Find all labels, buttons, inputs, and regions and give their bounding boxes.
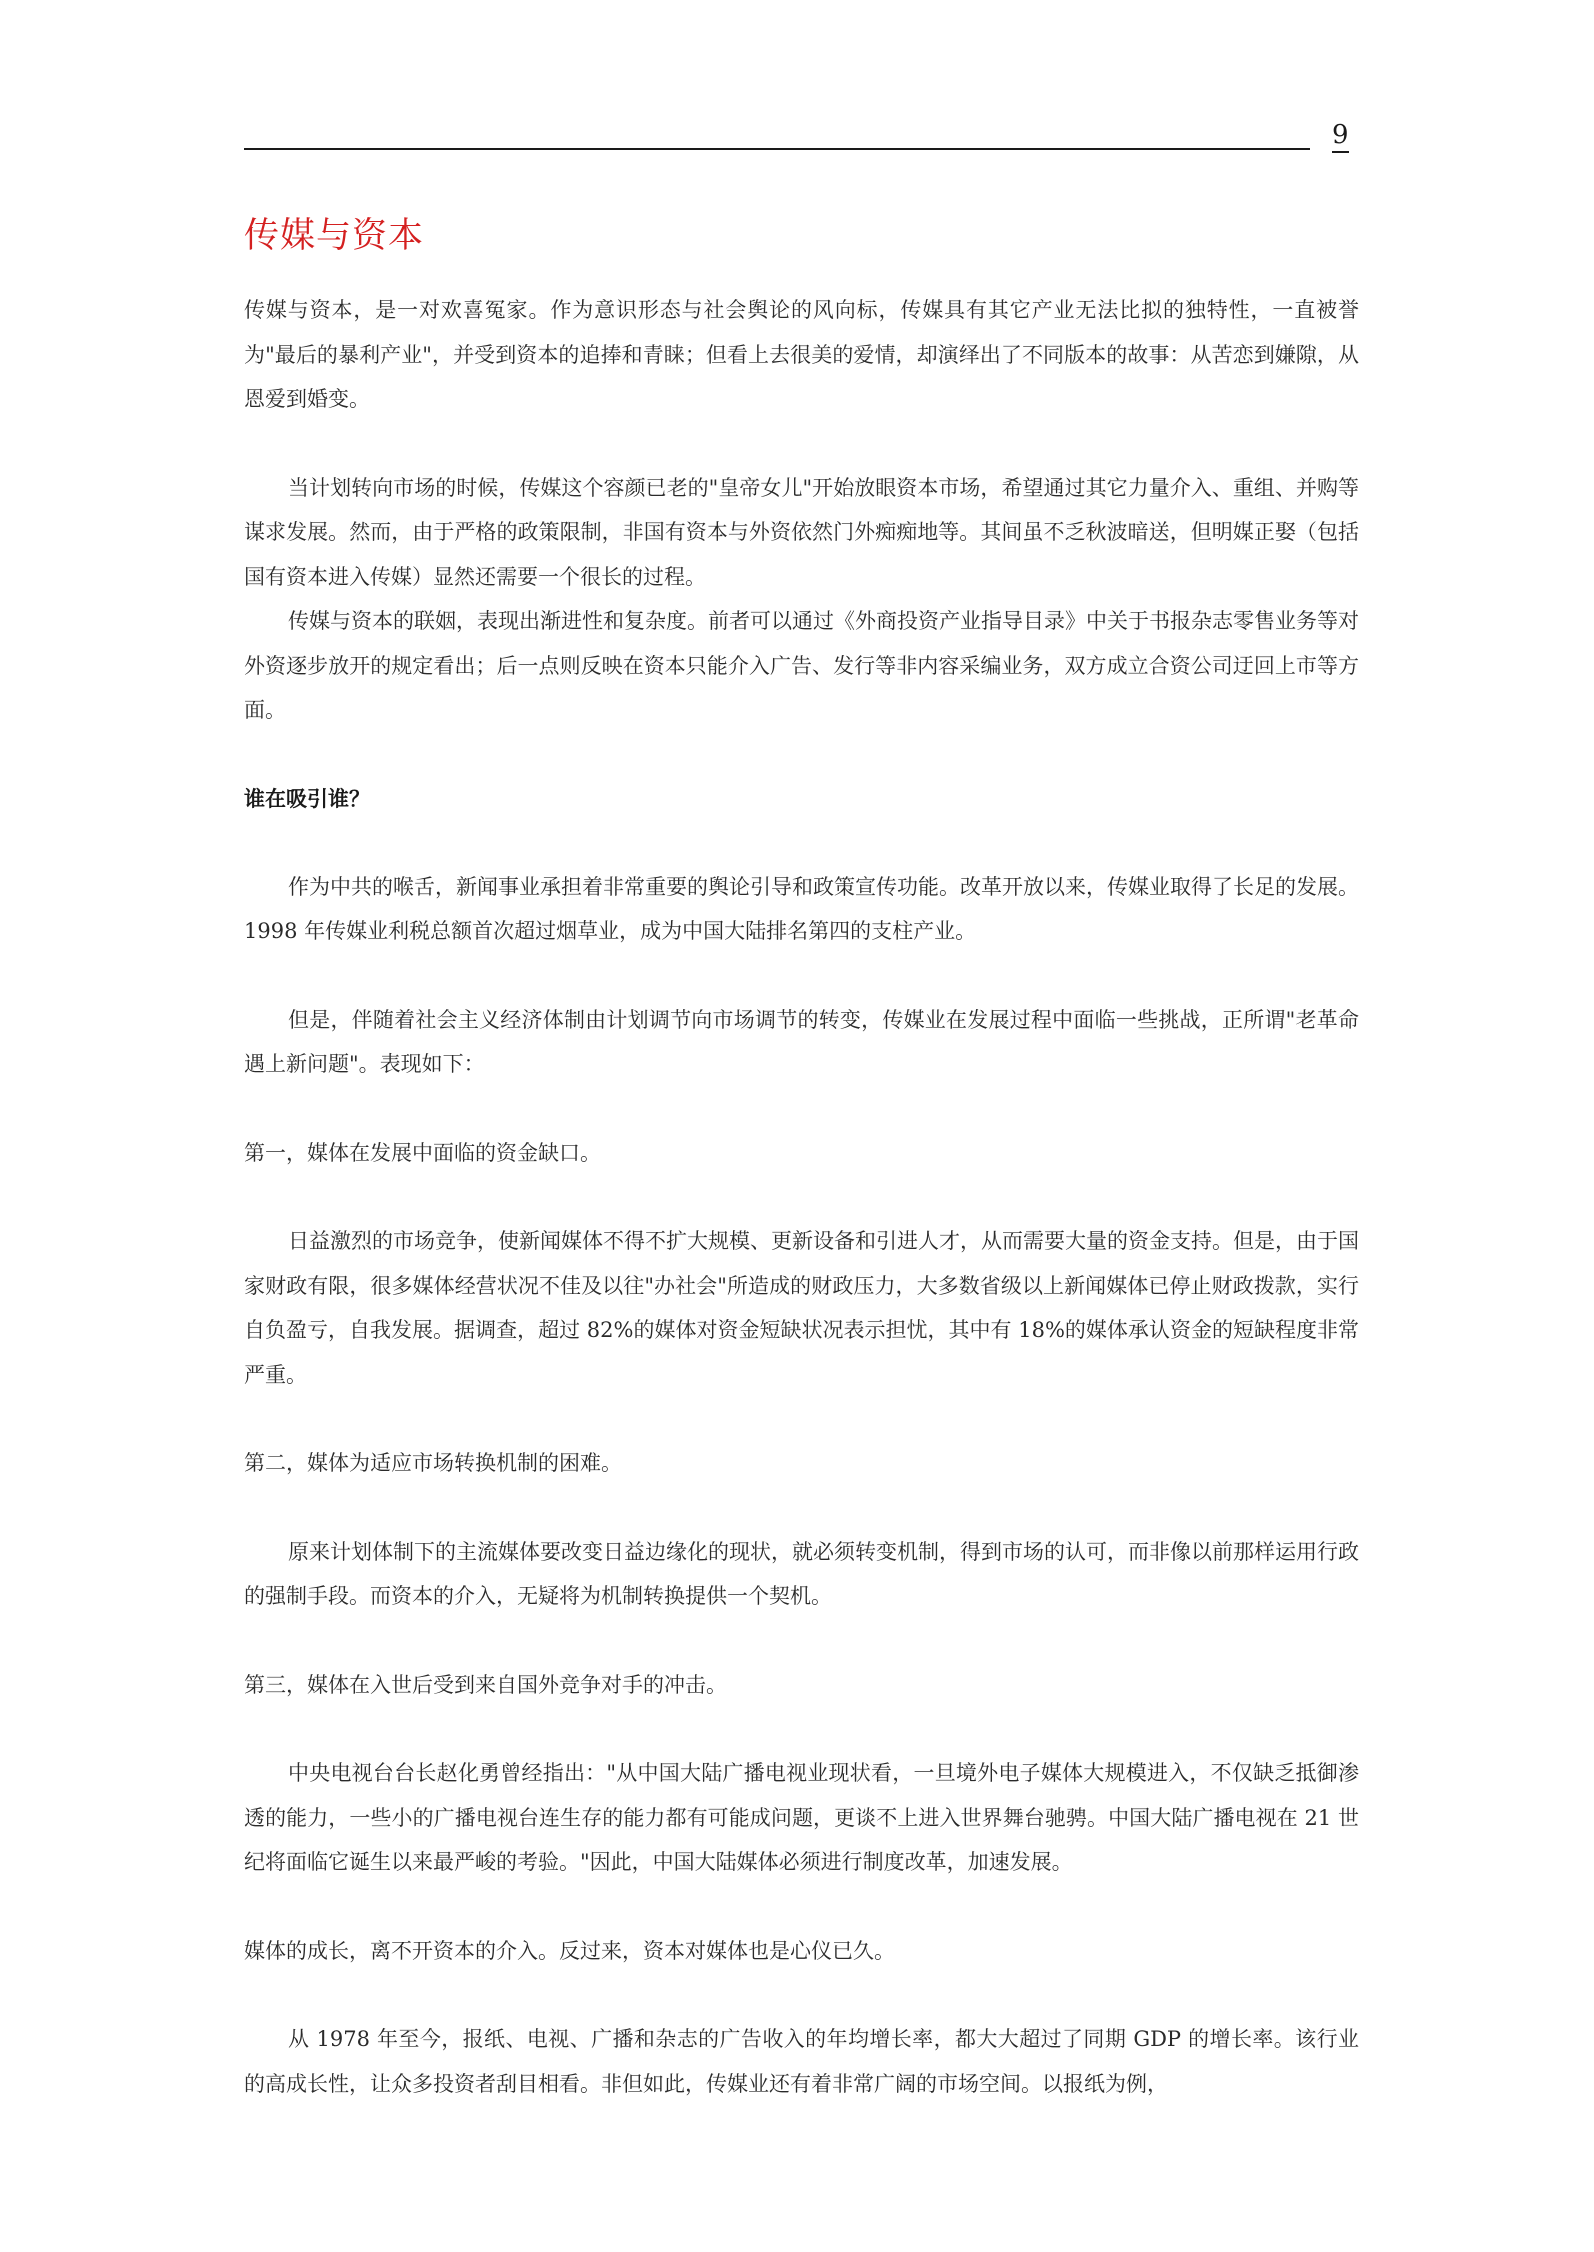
article-body (244, 210, 1359, 2106)
paragraph: 中央电视台台长赵化勇曾经指出："从中国大陆广播电视业现状看，一旦境外电子媒体大规模进入，不仅缺乏抵御渗透的能力，一些小的广播电视台连生存的能力都有可能成问题，更谈不上进入世界舞台驰骋。中国大陆广播电视在 21 世纪将面临它诞生以来最严峻的考验。"因此，中国大陆媒体必须进行制度改革，加速发展。 (244, 1761, 1359, 1874)
paragraph: 原来计划体制下的主流媒体要改变日益边缘化的现状，就必须转变机制，得到市场的认可，而非像以前那样运用行政的强制手段。而资本的介入，无疑将为机制转换提供一个契机。 (244, 1539, 1359, 1608)
paragraph: 从 1978 年至今，报纸、电视、广播和杂志的广告收入的年均增长率，都大大超过了同期 GDP 的增长率。该行业的高成长性，让众多投资者刮目相看。非但如此，传媒业还有着非常广阔的市场空间。以报纸为例， (244, 2027, 1359, 2096)
paragraph: 作为中共的喉舌，新闻事业承担着非常重要的舆论引导和政策宣传功能。改革开放以来，传媒业取得了长足的发展。1998 年传媒业利税总额首次超过烟草业，成为中国大陆排名第四的支柱产业。 (244, 874, 1359, 943)
paragraph: 日益激烈的市场竞争，使新闻媒体不得不扩大规模、更新设备和引进人才，从而需要大量的资金支持。但是，由于国家财政有限，很多媒体经营状况不佳及以往"办社会"所造成的财政压力，大多数省级以上新闻媒体已停止财政拨款，实行自负盈亏，自我发展。据调查，超过 82%的媒体对资金短缺状况表示担忧，其中有 18%的媒体承认资金的短缺程度非常严重。 (244, 1229, 1359, 1387)
page-number: 9 (1332, 120, 1349, 153)
paragraph: 传媒与资本的联姻，表现出渐进性和复杂度。前者可以通过《外商投资产业指导目录》中关于书报杂志零售业务等对外资逐步放开的规定看出；后一点则反映在资本只能介入广告、发行等非内容采编业务，双方成立合资公司迂回上市等方面。 (244, 609, 1359, 722)
point-heading: 第二，媒体为适应市场转换机制的困难。 (244, 1451, 622, 1475)
paragraph: 当计划转向市场的时候，传媒这个容颜已老的"皇帝女儿"开始放眼资本市场，希望通过其它力量介入、重组、并购等谋求发展。然而，由于严格的政策限制，非国有资本与外资依然门外痴痴地等。其间虽不乏秋波暗送，但明媒正娶（包括国有资本进入传媒）显然还需要一个很长的过程。 (244, 475, 1359, 589)
paragraph: 媒体的成长，离不开资本的介入。反过来，资本对媒体也是心仪已久。 (244, 1938, 895, 1963)
paragraph: 但是，伴随着社会主义经济体制由计划调节向市场调节的转变，传媒业在发展过程中面临一些挑战，正所谓"老革命遇上新问题"。表现如下： (244, 1007, 1359, 1076)
section-heading: 谁在吸引谁？ (244, 785, 370, 811)
point-heading: 第三，媒体在入世后受到来自国外竞争对手的冲击。 (244, 1672, 727, 1697)
point-heading: 第一，媒体在发展中面临的资金缺口。 (244, 1140, 601, 1165)
article-title: 传媒与资本 (244, 216, 425, 256)
paragraph-intro: 传媒与资本，是一对欢喜冤家。作为意识形态与社会舆论的风向标，传媒具有其它产业无法比拟的独特性，一直被誉为"最后的暴利产业"，并受到资本的追捧和青睐；但看上去很美的爱情，却演绎出了不同版本的故事：从苦恋到嫌隙，从恩爱到婚变。 (244, 298, 1359, 411)
header-rule (244, 148, 1310, 150)
